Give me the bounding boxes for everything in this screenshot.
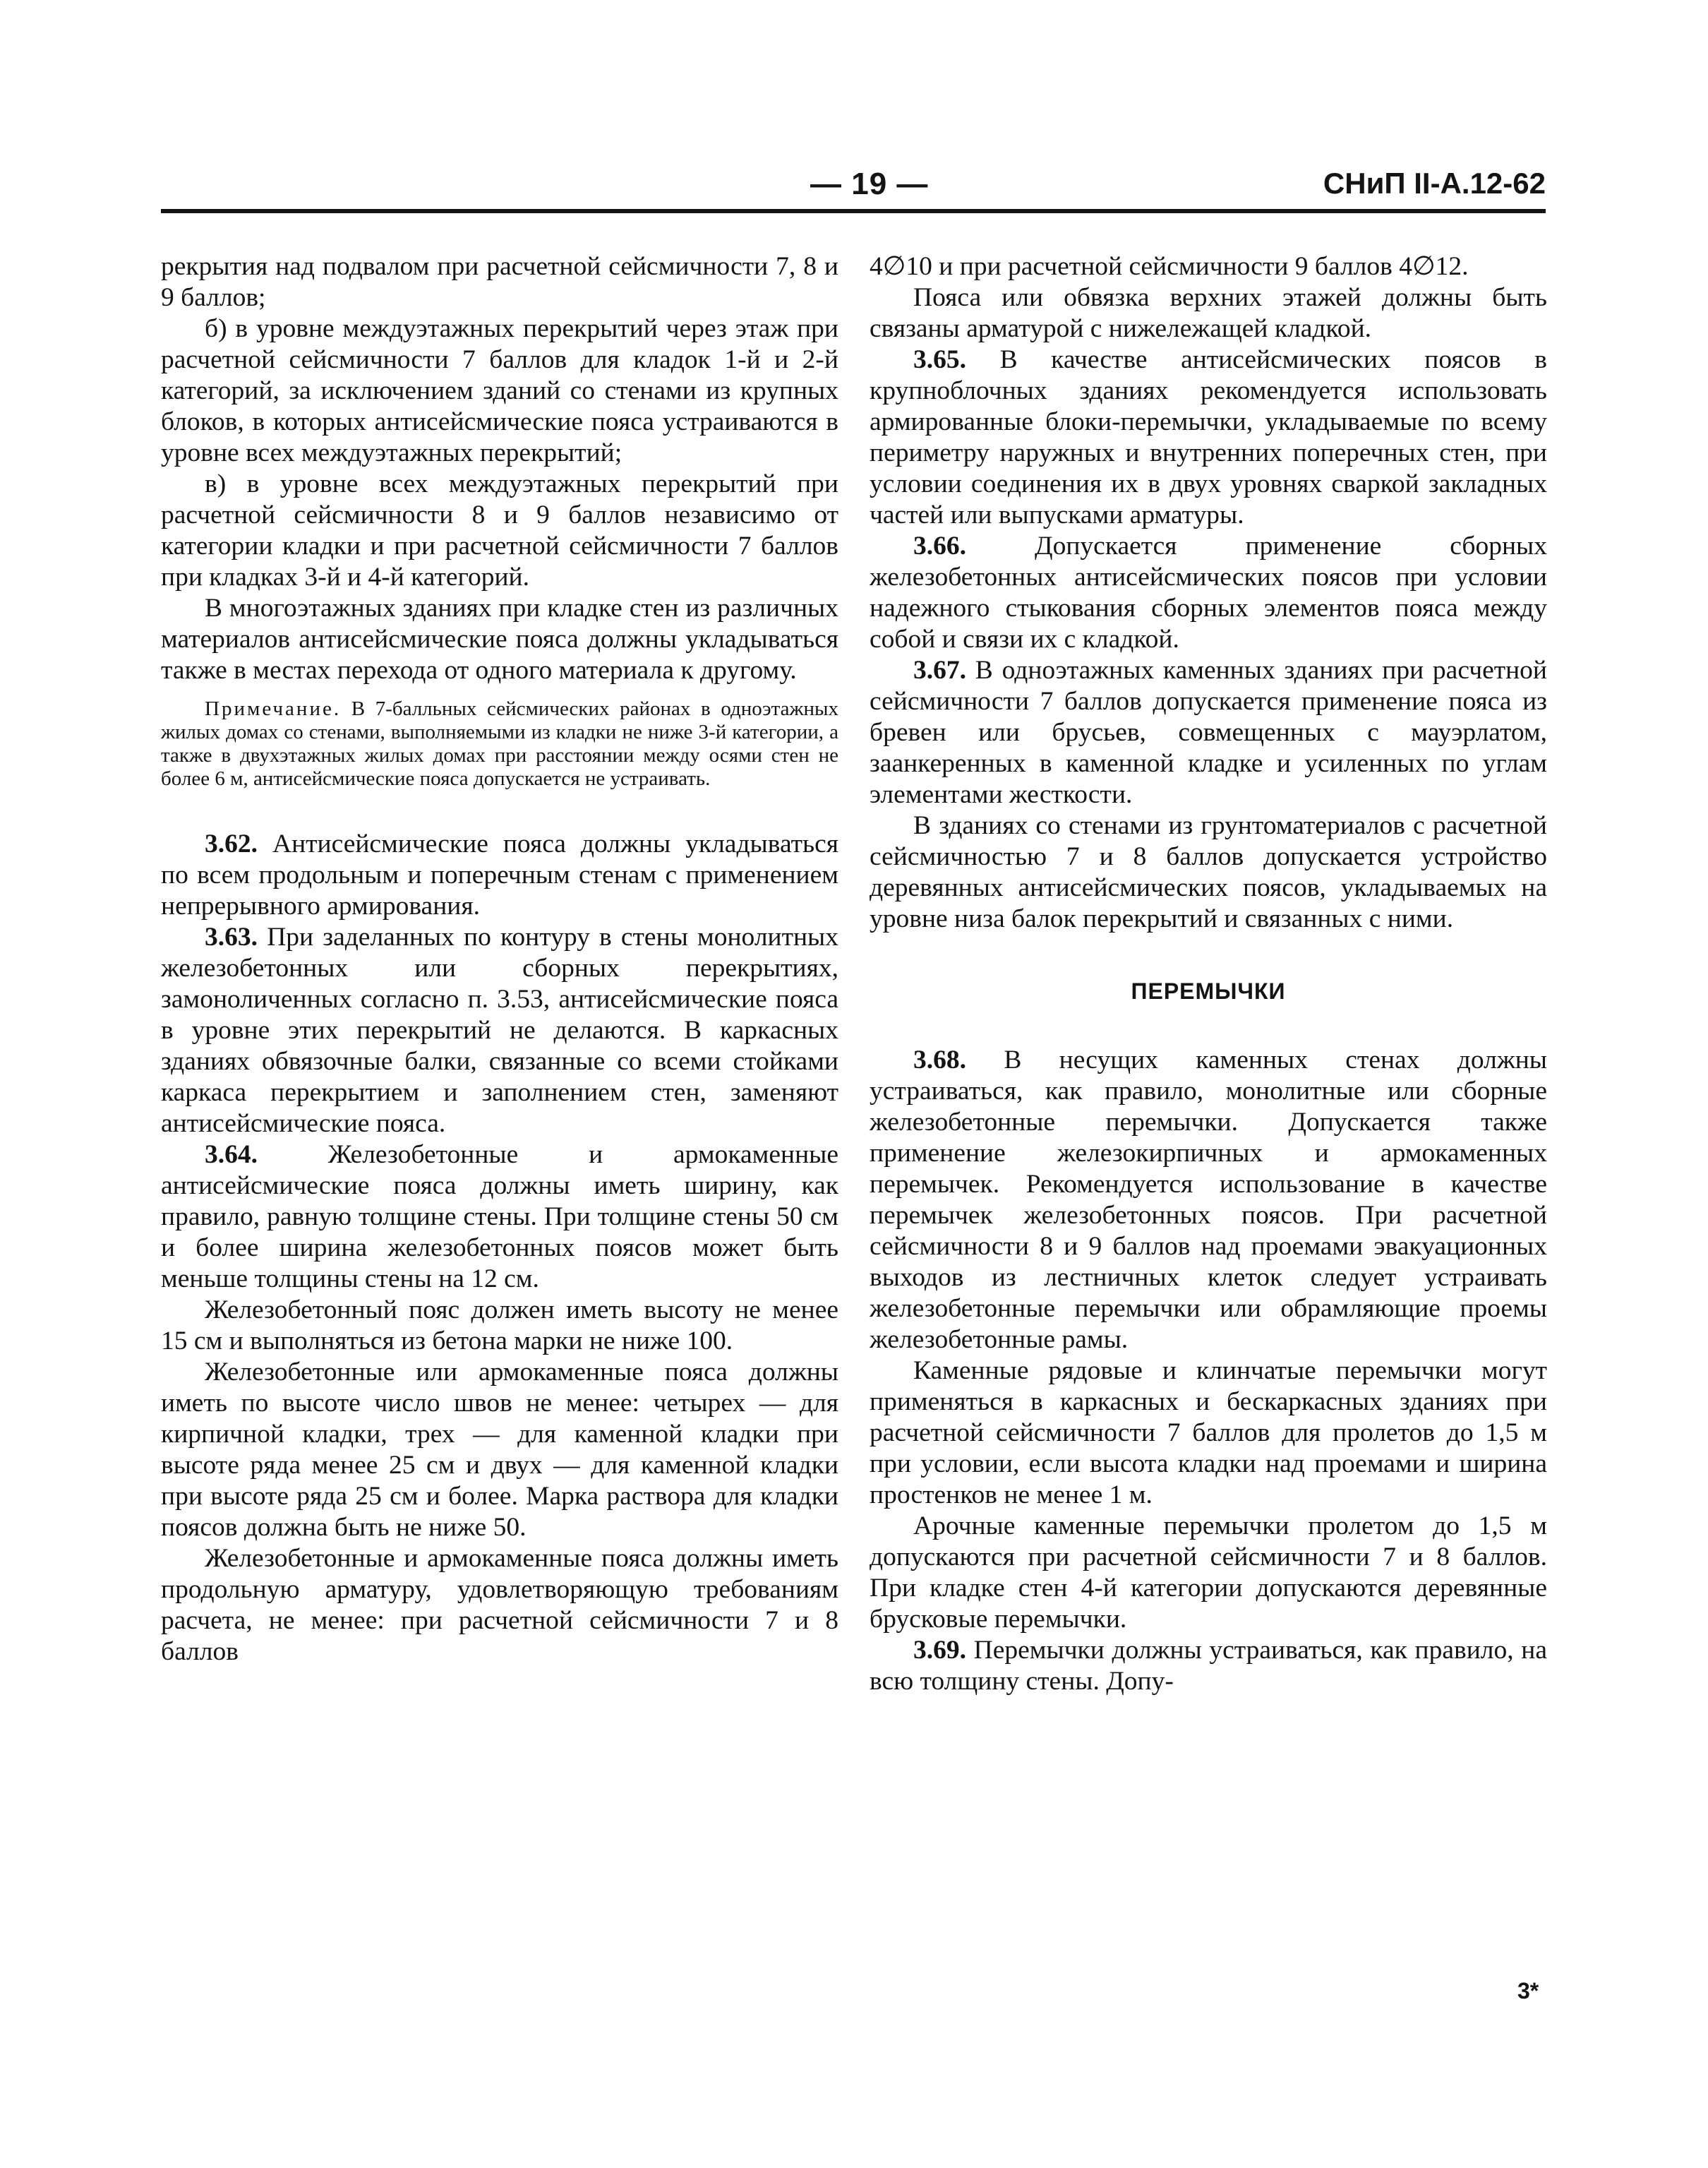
clause-text: Перемычки должны устраиваться, как правило, на всю толщину стены. Допу-	[870, 1636, 1547, 1696]
clause-number: 3.66.	[913, 532, 966, 561]
page-number: — 19 —	[810, 167, 929, 201]
clause-number: 3.62.	[205, 830, 258, 858]
left-column	[161, 251, 838, 1667]
paragraph: в) в уровне всех междуэтажных перекрытий при расчетной сейсмичности 8 и 9 баллов независимо от категории кладки и при расчетной сейсмичности 7 баллов при кладках 3-й и 4-й категорий.	[161, 469, 838, 592]
clause-text: При заделанных по контуру в стены монолитных железобетонных или сборных перекрытиях, замоноличенных согласно п. 3.53, антисейсмические пояса в уровне этих перекрытий не делаются. В каркасных зданиях обвязочные балки, связанные со всеми стойками каркаса перекрытием и заполнением стен, заменяют антисейсмические пояса.	[161, 923, 839, 1138]
clause-3-68	[870, 1045, 1547, 1355]
clause-text: Железобетонные и армокаменные антисейсмические пояса должны иметь ширину, как правило, равную толщине стены. При толщине стены 50 см и более ширина железобетонных поясов может быть меньше толщины стены на 12 см.	[161, 1140, 838, 1293]
paragraph: В многоэтажных зданиях при кладке стен из различных материалов антисейсмические пояса должны укладываться также в местах перехода от одного материала к другому.	[161, 594, 838, 685]
paragraph: В зданиях со стенами из грунтоматериалов с расчетной сейсмичностью 7 и 8 баллов допускается устройство деревянных антисейсмических поясов, укладываемых на уровне низа балок перекрытий и связанных с ними.	[870, 811, 1547, 933]
paragraph: рекрытия над подвалом при расчетной сейсмичности 7, 8 и 9 баллов;	[161, 252, 838, 312]
paragraph: Каменные рядовые и клинчатые перемычки могут применяться в каркасных и бескаркасных зданиях при расчетной сейсмичности 7 баллов для пролетов до 1,5 м при условии, если высота кладки над проемами и ширина простенков не менее 1 м.	[870, 1356, 1547, 1509]
clause-3-62	[161, 829, 838, 922]
clause-3-65	[870, 345, 1547, 531]
clause-text: В качестве антисейсмических поясов в крупноблочных зданиях рекомендуется использовать армированные блоки-перемычки, укладываемые по всему периметру наружных и внутренних поперечных стен, при условии соединения их в двух уровнях сваркой закладных частей или выпусками арматуры.	[870, 345, 1547, 529]
note-label: Примечание.	[205, 697, 342, 720]
header-rule	[161, 209, 1546, 213]
clause-number: 3.65.	[913, 345, 966, 374]
signature-mark: 3*	[1517, 1978, 1539, 2004]
document-code: СНиП II-А.12-62	[1323, 167, 1546, 200]
paragraph: Железобетонные или армокаменные пояса должны иметь по высоте число швов не менее: четырех — для кирпичной кладки, трех — для каменной кладки при высоте ряда менее 25 см и двух — для каменной кладки при высоте ряда 25 см и более. Марка раствора для кладки поясов должна быть не ниже 50.	[161, 1358, 838, 1542]
clause-3-69	[870, 1635, 1547, 1697]
clause-number: 3.64.	[205, 1140, 258, 1169]
clause-number: 3.63.	[205, 923, 258, 952]
clause-3-66	[870, 531, 1547, 655]
right-column	[870, 251, 1547, 1697]
paragraph: Железобетонный пояс должен иметь высоту не менее 15 см и выполняться из бетона марки не ниже 100.	[161, 1295, 838, 1355]
clause-text: Допускается применение сборных железобетонных антисейсмических поясов при условии надежного стыкования сборных элементов пояса между собой и связи их с кладкой.	[870, 532, 1548, 654]
clause-text: В несущих каменных стенах должны устраиваться, как правило, монолитные или сборные железобетонные перемычки. Допускается также применение железокирпичных и армокаменных перемычек. Рекомендуется использование в качестве перемычек железобетонных поясов. При расчетной сейсмичности 8 и 9 баллов над проемами эвакуационных выходов из лестничных клеток следует устраивать железобетонные перемычки или обрамляющие проемы железобетонные рамы.	[870, 1046, 1547, 1354]
paragraph: 4∅10 и при расчетной сейсмичности 9 баллов 4∅12.	[870, 252, 1469, 281]
clause-3-63	[161, 922, 838, 1139]
clause-text: В одноэтажных каменных зданиях при расчетной сейсмичности 7 баллов допускается применение пояса из бревен или брусьев, совмещенных с мауэрлатом, заанкеренных в каменной кладке и усиленных по углам элементами жесткости.	[870, 656, 1548, 809]
paragraph: б) в уровне междуэтажных перекрытий через этаж при расчетной сейсмичности 7 баллов для кладок 1-й и 2-й категорий, за исключением зданий со стенами из крупных блоков, в которых антисейсмические пояса устраиваются в уровне всех междуэтажных перекрытий;	[161, 314, 838, 467]
clause-number: 3.69.	[913, 1636, 966, 1665]
paragraph: Пояса или обвязка верхних этажей должны быть связаны арматурой с нижележащей кладкой.	[870, 283, 1547, 343]
clause-number: 3.68.	[913, 1046, 966, 1074]
section-heading: ПЕРЕМЫЧКИ	[1131, 978, 1286, 1004]
clause-3-67	[870, 655, 1547, 810]
clause-3-64	[161, 1139, 838, 1295]
clause-number: 3.67.	[913, 656, 966, 685]
note-text: В 7-балльных сейсмических районах в одноэтажных жилых домах со стенами, выполняемыми из кладки не ниже 3-й категории, а также в двухэтажных жилых домах при расстоянии между осями стен не более 6 м, антисейсмические пояса допускается не устраивать.	[161, 697, 839, 790]
clause-text: Антисейсмические пояса должны укладываться по всем продольным и поперечным стенам с применением непрерывного армирования.	[161, 830, 838, 921]
paragraph: Арочные каменные перемычки пролетом до 1,5 м допускаются при расчетной сейсмичности 7 и 8 баллов. При кладке стен 4-й категории допускаются деревянные брусковые перемычки.	[870, 1511, 1547, 1634]
note	[161, 697, 838, 791]
paragraph: Железобетонные и армокаменные пояса должны иметь продольную арматуру, удовлетворяющую требованиям расчета, не менее: при расчетной сейсмичности 7 и 8 баллов	[161, 1544, 838, 1666]
